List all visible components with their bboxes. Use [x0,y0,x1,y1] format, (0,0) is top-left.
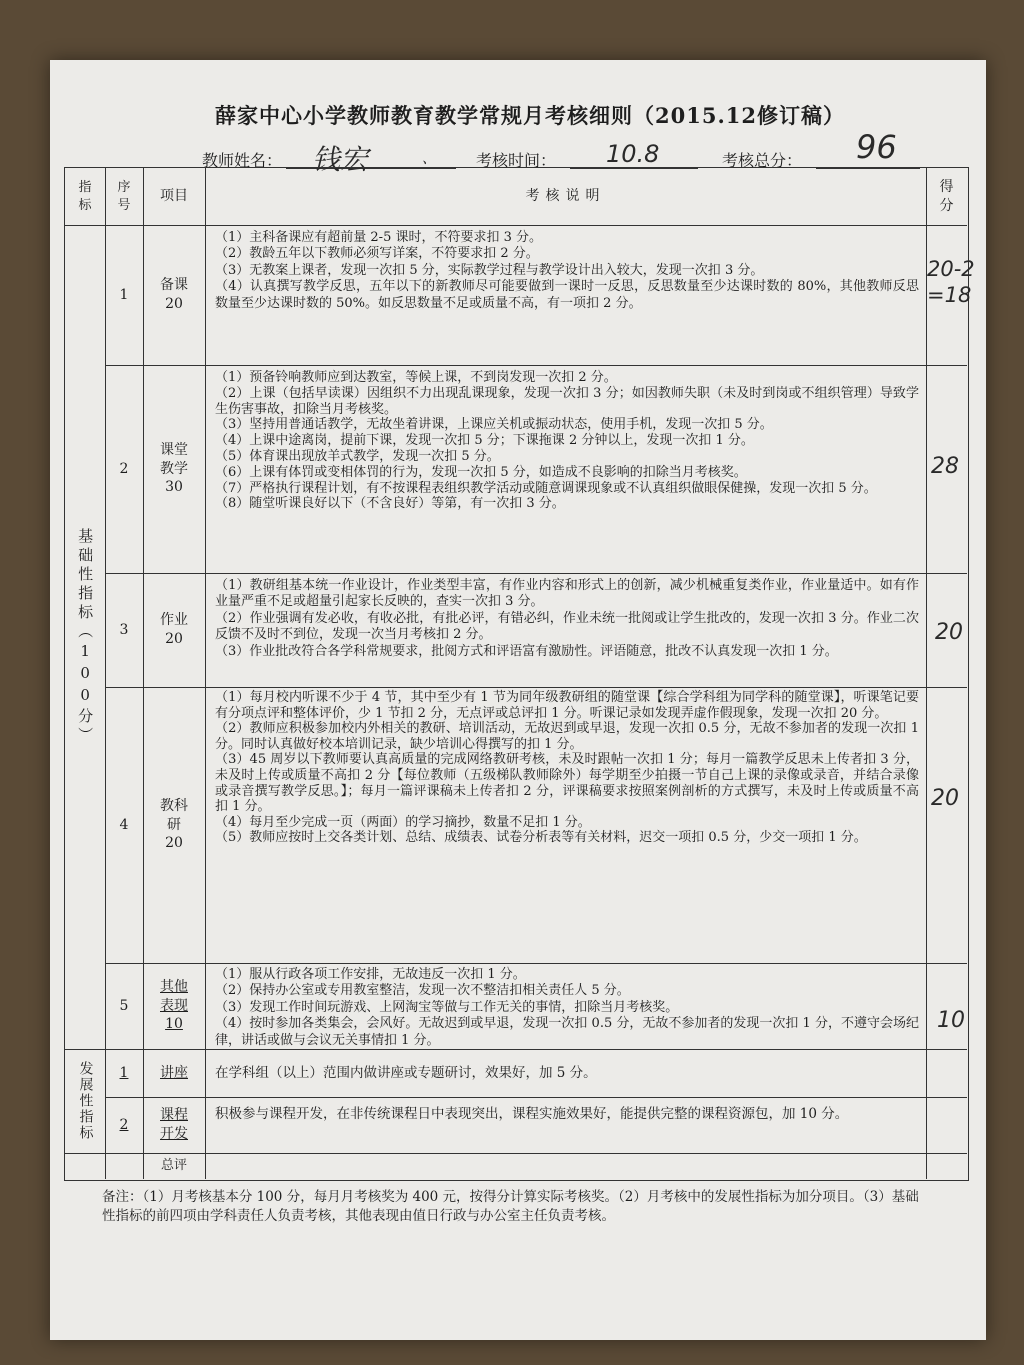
dev-row-1-description: 在学科组（以上）范围内做讲座或专题研讨，效果好，加 5 分。 [215,1065,597,1081]
row-1-score: 20-2 =18 [927,257,975,307]
row-5-description: （1）服从行政各项工作安排，无故违反一次扣 1 分。 （2）保持办公室或专用教室整洁，发现一次不整洁扣相关责任人 5 分。 （3）发现工作时间玩游戏、上网淘宝等做与工作无关的事情，扣除当月考核奖。 （4）按时参加各类集会，会风好。无故迟到或早退，发现一次扣 0.5 分，无故不参加者的发现一次扣 1 分，不遵守会场纪律，讲话或做与会议无关事情扣 1 分。 [215,967,919,1048]
row-5-number: 5 [119,997,129,1014]
row-3-number: 3 [119,621,129,638]
header-item: 项目 [160,188,188,205]
row-2-item: 课堂教学 30 [160,441,188,496]
row-3-description: （1）教研组基本统一作业设计，作业类型丰富，有作业内容和形式上的创新，减少机械重复类作业，作业量适中。如有作业量严重不足或超量引起家长反映的，查实一次扣 3 分。 （2）作业强调有发必收，有收必批，有批必评，有错必纠，作业未统一批阅或让学生批改的，发现一次扣 3 分。作业二次反馈不及时不到位，发现一次当月考核扣 2 分。 （3）作业批改符合各学科常规要求，批阅方式和评语富有激励性。评语随意，批改不认真发现一次扣 1 分。 [215,578,919,659]
row-4-description: （1）每月校内听课不少于 4 节，其中至少有 1 节为同年级教研组的随堂课【综合学科组为同学科的随堂课】，听课笔记要有分项点评和整体评价，少 1 节扣 2 分，无点评或总评扣 1 分。听课记录如发现弄虚作假现象，发现一次扣 20 分。 （2）教师应积极参加校内外相关的教研、培训活动，无故迟到或早退，发现一次扣 0.5 分，无故不参加者的发现一次扣 1 分。同时认真做好校本培训记录，缺少培训心得撰写的扣 1 分。 （3）45 周岁以下教师要认真高质量的完成网络教研考核，未及时跟帖一次扣 1 分；每月一篇教学反思未上传者扣 3 分，未及时上传或质量不高扣 2 分【每位教师（五级梯队教师除外）每学期至少拍摄一节自己上课的录像或录音，并结合录像或录音撰写教学反思。】；每月一篇评课稿未上传者扣 2 分，评课稿要求按照案例剖析的方式撰写，未及时上传或质量不高扣 1 分。 （4）每月至少完成一页（两面）的学习摘抄，数量不足扣 1 分。 （5）教师应按时上交各类计划、总结、成绩表、试卷分析表等有关材料，迟交一项扣 0.5 分，少交一项扣 1 分。 [215,690,919,846]
row-1-item: 备课 20 [160,277,188,312]
row-3-item: 作业 20 [160,612,188,647]
row-4-item: 教科研 20 [160,797,188,852]
row-5-score: 10 [937,1008,965,1033]
total-row-label: 总评 [160,1158,187,1174]
teacher-name-marks: 、 [422,151,436,167]
row-2-score: 28 [931,454,959,479]
row-2-number: 2 [119,460,129,477]
footnote: 备注：（1）月考核基本分 100 分，每月月考核奖为 400 元，按得分计算实际考核奖。（2）月考核中的发展性指标为加分项目。（3）基础性指标的前四项由学科责任人负责考核，其他表现由值日行政与办公室主任负责考核。 [102,1189,919,1224]
dev-row-1-item: 讲座 [160,1064,188,1081]
group-development-label: 发展性指标 [77,1061,94,1141]
header-score: 得分 [939,178,954,214]
total-score-label: 考核总分： [722,151,803,170]
row-4-number: 4 [119,816,129,833]
dev-row-2-description: 积极参与课程开发，在非传统课程日中表现突出，课程实施效果好，能提供完整的课程资源包，加 10 分。 [215,1106,849,1122]
row-5-item: 其他表现 10 [160,978,188,1033]
header-number: 序号 [117,179,131,213]
document-title: 薛家中心小学教师教育教学常规月考核细则（2015.12修订稿） [215,103,845,128]
teacher-name-value: 钱宏 [312,143,369,176]
row-2-description: （1）预备铃响教师应到达教室，等候上课，不到岗发现一次扣 2 分。 （2）上课（包括早读课）因组织不力出现乱课现象，发现一次扣 3 分；如因教师失职（未及时到岗或不组织管理）导致学生伤害事故，扣除当月考核奖。 （3）坚持用普通话教学，无故坐着讲课，上课应关机或振动状态，使用手机，发现一次扣 5 分。 （4）上课中途离岗，提前下课，发现一次扣 5 分；下课拖课 2 分钟以上，发现一次扣 1 分。 （5）体育课出现放羊式教学，发现一次扣 5 分。 （6）上课有体罚或变相体罚的行为，发现一次扣 5 分，如造成不良影响的扣除当月考核奖。 （7）严格执行课程计划，有不按课程表组织教学活动或随意调课现象或不认真组织做眼保健操，发现一次扣 5 分。 （8）随堂听课良好以下（不含良好）等第，有一次扣 3 分。 [215,370,919,512]
teacher-name-label: 教师姓名： [202,151,283,170]
group-basic-label: 基础性指标（100分） [76,528,95,746]
dev-row-1-number: 1 [119,1064,129,1081]
header-indicator: 指标 [78,179,92,213]
row-3-score: 20 [935,620,963,645]
row-1-description: （1）主科备课应有超前量 2-5 课时，不符要求扣 3 分。 （2）教龄五年以下教师必须写详案，不符要求扣 2 分。 （3）无教案上课者，发现一次扣 5 分，实际教学过程与教学设计出入较大，发现一次扣 3 分。 （4）认真撰写教学反思，五年以下的新教师尽可能要做到一课时一反思，反思数量至少达课时数的 80%，其他教师反思数量至少达课时数的 50%。如反思数量不足或质量不高，有一项扣 2 分。 [215,230,919,311]
total-score-value: 96 [856,128,897,166]
assessment-table [64,167,975,1181]
dev-row-2-item: 课程开发 [160,1107,188,1142]
row-4-score: 20 [931,786,959,811]
document-page [50,60,986,1340]
dev-row-2-number: 2 [119,1116,129,1133]
exam-time-label: 考核时间： [476,151,557,170]
header-description: 考核说明 [525,188,606,205]
exam-time-value: 10.8 [606,140,660,168]
row-1-number: 1 [119,286,129,303]
